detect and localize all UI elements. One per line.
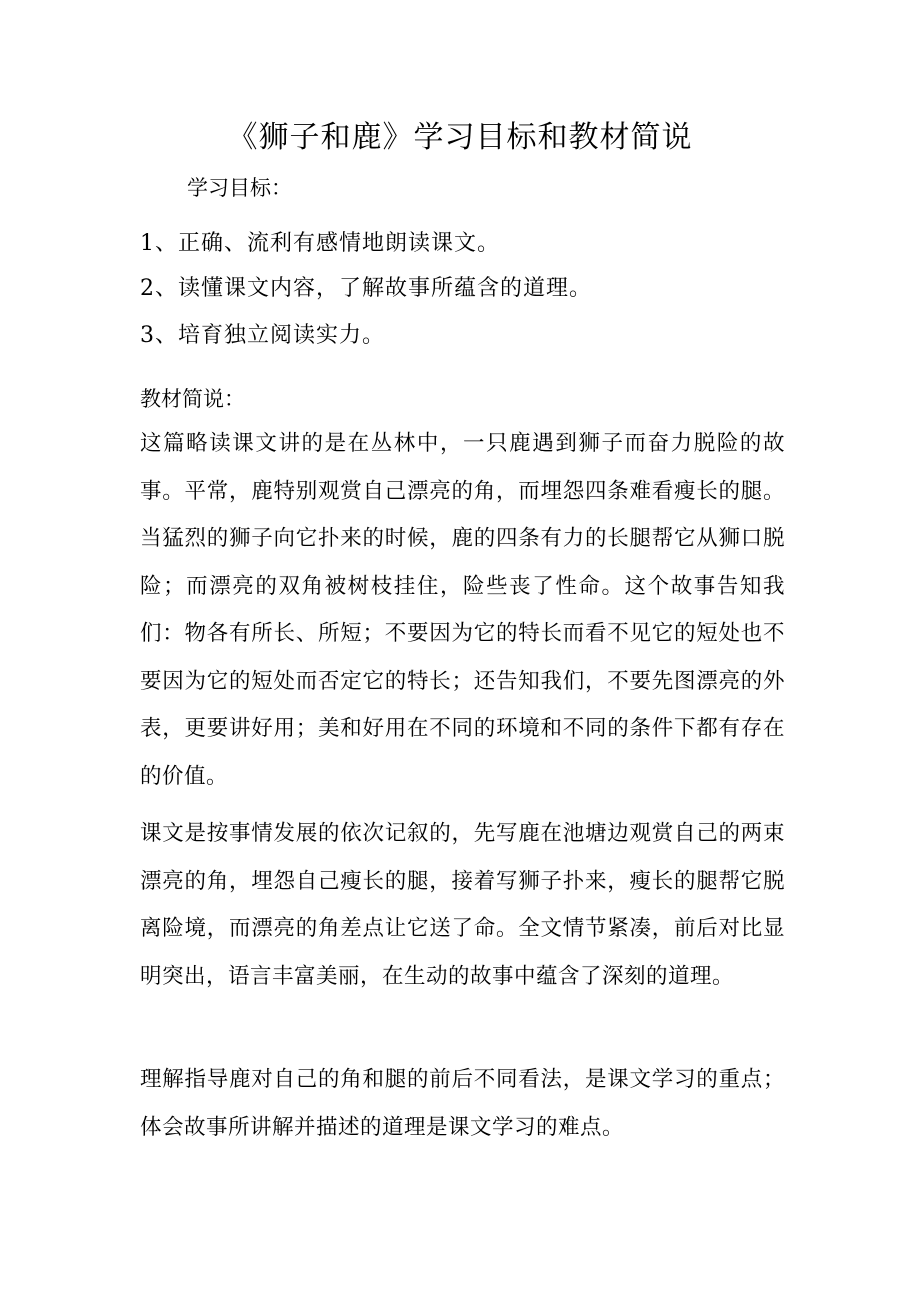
material-paragraph-3: 理解指导鹿对自己的角和腿的前后不同看法，是课文学习的重点；体会故事所讲解并描述的道理是课文学习的难点。	[140, 1067, 785, 1140]
material-paragraph-2: 课文是按事情发展的依次记叙的，先写鹿在池塘边观赏自己的两束漂亮的角，埋怨自己瘦长的腿，接着写狮子扑来，瘦长的腿帮它脱离险境，而漂亮的角差点让它送了命。全文情节紧凑，前后对比显明突出，语言丰富美丽，在生动的故事中蕴含了深刻的道理。	[140, 821, 785, 989]
goal-item-2: 2、读懂课文内容，了解故事所蕴含的道理。	[140, 276, 592, 301]
goals-label: 学习目标：	[187, 176, 292, 200]
page-title: 《狮子和鹿》学习目标和教材简说	[227, 120, 693, 155]
goal-item-1: 1、正确、流利有感情地朗读课文。	[140, 231, 500, 256]
goal-item-3: 3、培育独立阅读实力。	[140, 323, 385, 348]
material-paragraph-1: 这篇略读课文讲的是在丛林中，一只鹿遇到狮子而奋力脱险的故事。平常，鹿特别观赏自己漂亮的角，而埋怨四条难看瘦长的腿。当猛烈的狮子向它扑来的时候，鹿的四条有力的长腿帮它从狮口脱险；而漂亮的双角被树枝挂住，险些丧了性命。这个故事告知我们：物各有所长、所短；不要因为它的特长而看不见它的短处也不要因为它的短处而否定它的特长；还告知我们，不要先图漂亮的外表，更要讲好用；美和好用在不同的环境和不同的条件下都有存在的价值。	[140, 431, 785, 789]
material-label: 教材简说：	[140, 387, 245, 411]
